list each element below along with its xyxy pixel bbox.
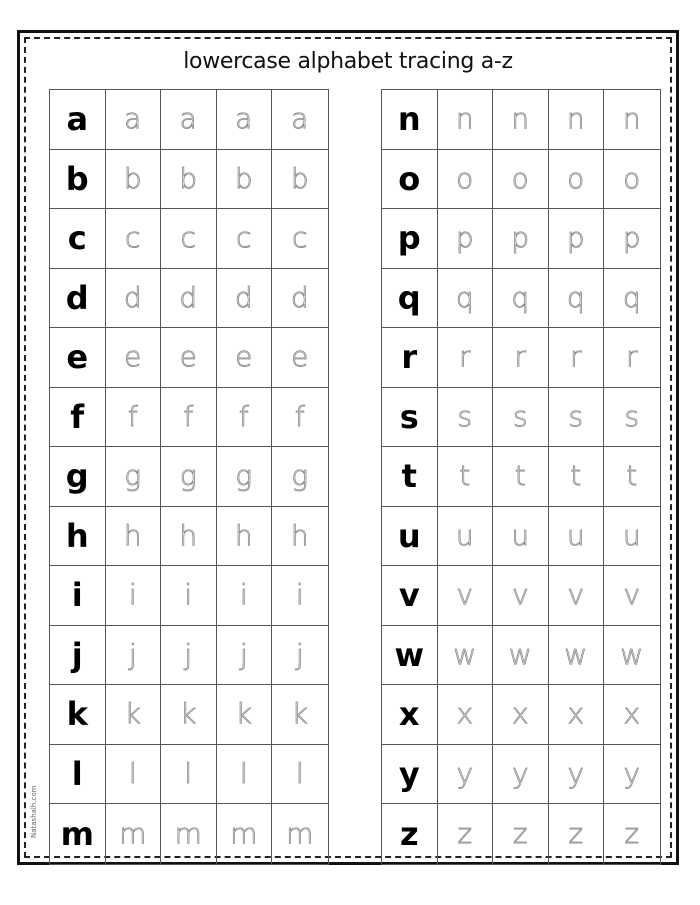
model-letter-cell — [382, 566, 438, 626]
trace-letter-cell — [217, 745, 273, 805]
model-letter-cell — [50, 804, 106, 864]
model-letter: t — [401, 457, 417, 496]
trace-letter-cell — [272, 447, 328, 507]
model-letter: r — [401, 338, 418, 377]
model-letter: w — [394, 635, 425, 674]
trace-letter-cell — [106, 507, 162, 567]
trace-letter-cell — [549, 566, 605, 626]
trace-letter-cell — [217, 447, 273, 507]
trace-letter: m — [174, 816, 202, 850]
model-letter-cell — [50, 507, 106, 567]
trace-letter: j — [295, 637, 304, 671]
trace-letter-cell — [493, 328, 549, 388]
trace-letter-cell — [604, 745, 660, 805]
model-letter-cell — [50, 269, 106, 329]
model-letter-cell — [50, 745, 106, 805]
trace-letter-cell — [217, 626, 273, 686]
trace-letter-cell — [604, 328, 660, 388]
trace-letter-cell — [217, 685, 273, 745]
trace-letter: e — [124, 340, 142, 374]
trace-letter-cell — [106, 566, 162, 626]
model-letter: z — [399, 814, 419, 853]
trace-letter: l — [184, 756, 193, 790]
trace-letter-cell — [217, 328, 273, 388]
trace-letter: w — [453, 637, 477, 671]
trace-letter-cell — [493, 388, 549, 448]
trace-letter-cell — [604, 447, 660, 507]
trace-letter: b — [123, 161, 142, 195]
trace-letter-cell — [549, 507, 605, 567]
model-letter-cell — [382, 685, 438, 745]
trace-letter-cell — [604, 507, 660, 567]
trace-letter: x — [456, 697, 474, 731]
trace-letter: t — [514, 459, 526, 493]
trace-letter: m — [286, 816, 314, 850]
trace-letter-cell — [272, 685, 328, 745]
trace-letter: p — [566, 221, 585, 255]
trace-letter-cell — [106, 804, 162, 864]
trace-letter-cell — [272, 566, 328, 626]
trace-letter-cell — [161, 745, 217, 805]
trace-letter-cell — [272, 209, 328, 269]
trace-letter-cell — [161, 150, 217, 210]
model-letter: c — [67, 219, 87, 258]
trace-letter: i — [239, 578, 248, 612]
trace-letter: t — [459, 459, 471, 493]
model-letter-cell — [382, 626, 438, 686]
trace-letter: q — [622, 280, 641, 314]
trace-letter: g — [235, 459, 253, 493]
trace-letter: i — [128, 578, 137, 612]
trace-letter: h — [234, 518, 253, 552]
trace-letter-cell — [161, 507, 217, 567]
trace-letter: e — [291, 340, 309, 374]
model-letter-cell — [382, 90, 438, 150]
trace-letter: h — [123, 518, 142, 552]
model-letter-cell — [382, 269, 438, 329]
trace-letter: i — [184, 578, 193, 612]
trace-letter-cell — [272, 90, 328, 150]
model-letter: p — [397, 219, 421, 258]
trace-letter: a — [235, 102, 253, 136]
trace-letter-cell — [438, 685, 494, 745]
trace-letter-cell — [549, 269, 605, 329]
trace-letter: s — [512, 399, 528, 433]
trace-letter-cell — [217, 269, 273, 329]
model-letter: l — [71, 754, 83, 793]
trace-letter: z — [457, 816, 473, 850]
model-letter-cell — [50, 90, 106, 150]
model-letter-cell — [50, 388, 106, 448]
trace-letter: b — [179, 161, 198, 195]
trace-letter-cell — [493, 507, 549, 567]
trace-letter-cell — [272, 269, 328, 329]
trace-letter: s — [457, 399, 473, 433]
trace-letter: z — [512, 816, 528, 850]
trace-letter: x — [511, 697, 529, 731]
trace-letter: y — [511, 756, 529, 790]
trace-letter-cell — [549, 626, 605, 686]
trace-letter: s — [568, 399, 584, 433]
trace-letter-cell — [604, 685, 660, 745]
trace-letter-cell — [161, 328, 217, 388]
trace-letter-cell — [161, 566, 217, 626]
trace-letter-cell — [438, 90, 494, 150]
trace-letter-cell — [438, 269, 494, 329]
trace-letter-cell — [272, 388, 328, 448]
trace-letter: n — [511, 102, 530, 136]
trace-letter: u — [622, 518, 641, 552]
trace-letter: e — [235, 340, 253, 374]
trace-letter: c — [236, 221, 252, 255]
model-letter: e — [66, 338, 89, 377]
trace-letter: j — [128, 637, 137, 671]
model-letter-cell — [50, 447, 106, 507]
trace-letter-cell — [106, 447, 162, 507]
trace-letter-cell — [161, 388, 217, 448]
trace-letter-cell — [604, 269, 660, 329]
trace-letter-cell — [549, 804, 605, 864]
trace-letter-cell — [604, 388, 660, 448]
trace-letter: d — [234, 280, 253, 314]
model-letter-cell — [50, 566, 106, 626]
trace-letter: a — [124, 102, 142, 136]
trace-letter: o — [511, 161, 529, 195]
trace-letter-cell — [217, 209, 273, 269]
trace-letter: g — [291, 459, 309, 493]
trace-letter: u — [455, 518, 474, 552]
trace-letter-cell — [161, 447, 217, 507]
trace-letter: q — [566, 280, 585, 314]
trace-letter: l — [295, 756, 304, 790]
trace-letter: h — [179, 518, 198, 552]
trace-letter: z — [568, 816, 584, 850]
trace-letter: p — [455, 221, 474, 255]
trace-letter-cell — [438, 507, 494, 567]
model-letter: u — [397, 516, 421, 555]
trace-letter: c — [180, 221, 196, 255]
trace-letter: c — [125, 221, 141, 255]
trace-letter: z — [624, 816, 640, 850]
trace-letter-cell — [106, 150, 162, 210]
trace-letter-cell — [106, 685, 162, 745]
trace-letter: w — [620, 637, 644, 671]
trace-letter: p — [622, 221, 641, 255]
trace-letter: f — [127, 399, 138, 433]
trace-letter: u — [566, 518, 585, 552]
worksheet — [17, 30, 679, 865]
trace-letter-cell — [493, 269, 549, 329]
model-letter: k — [66, 695, 88, 734]
trace-letter-cell — [604, 566, 660, 626]
trace-letter-cell — [161, 626, 217, 686]
model-letter: a — [66, 100, 89, 139]
trace-letter-cell — [106, 90, 162, 150]
trace-letter-cell — [493, 566, 549, 626]
trace-letter-cell — [217, 507, 273, 567]
trace-letter: m — [230, 816, 258, 850]
trace-letter-cell — [161, 269, 217, 329]
trace-letter: b — [290, 161, 309, 195]
trace-letter-cell — [438, 804, 494, 864]
trace-letter: d — [179, 280, 198, 314]
model-letter-cell — [382, 150, 438, 210]
trace-letter-cell — [106, 209, 162, 269]
trace-letter-cell — [549, 209, 605, 269]
trace-letter-cell — [438, 626, 494, 686]
trace-letter-cell — [493, 209, 549, 269]
trace-letter-cell — [272, 626, 328, 686]
trace-letter-cell — [493, 745, 549, 805]
trace-letter: v — [511, 578, 529, 612]
model-letter-cell — [382, 388, 438, 448]
trace-letter: v — [567, 578, 585, 612]
model-letter-cell — [382, 209, 438, 269]
trace-letter: l — [128, 756, 137, 790]
trace-letter: f — [183, 399, 194, 433]
model-letter-cell — [382, 507, 438, 567]
trace-letter: k — [235, 697, 252, 731]
trace-letter-cell — [106, 269, 162, 329]
model-letter: v — [398, 576, 420, 615]
trace-letter-cell — [493, 447, 549, 507]
model-letter: s — [399, 397, 419, 436]
trace-letter: w — [564, 637, 588, 671]
trace-letter-cell — [493, 804, 549, 864]
trace-letter: d — [123, 280, 142, 314]
trace-letter: q — [455, 280, 474, 314]
model-letter-cell — [382, 804, 438, 864]
trace-letter: f — [238, 399, 249, 433]
model-letter-cell — [50, 209, 106, 269]
model-letter: m — [60, 814, 94, 853]
trace-letter-cell — [493, 626, 549, 686]
trace-letter: x — [567, 697, 585, 731]
trace-letter: o — [456, 161, 474, 195]
trace-letter: n — [566, 102, 585, 136]
trace-letter: f — [294, 399, 305, 433]
trace-letter-cell — [106, 388, 162, 448]
trace-letter-cell — [106, 745, 162, 805]
trace-letter-cell — [272, 804, 328, 864]
trace-letter: q — [511, 280, 530, 314]
model-letter: b — [65, 159, 89, 198]
model-letter: q — [397, 278, 421, 317]
trace-letter: r — [625, 340, 638, 374]
model-letter-cell — [382, 447, 438, 507]
trace-letter-cell — [272, 507, 328, 567]
trace-letter-cell — [161, 90, 217, 150]
trace-letter: y — [623, 756, 641, 790]
trace-letter-cell — [549, 150, 605, 210]
trace-letter: r — [458, 340, 471, 374]
tracing-grid-a-m — [49, 89, 329, 865]
model-letter: f — [70, 397, 85, 436]
model-letter: j — [71, 635, 83, 674]
trace-letter-cell — [549, 685, 605, 745]
trace-letter: r — [569, 340, 582, 374]
trace-letter: v — [456, 578, 474, 612]
trace-letter: c — [292, 221, 308, 255]
trace-letter: y — [567, 756, 585, 790]
model-letter: i — [71, 576, 83, 615]
trace-letter-cell — [604, 150, 660, 210]
trace-letter-cell — [161, 685, 217, 745]
trace-letter-cell — [272, 328, 328, 388]
trace-letter: i — [295, 578, 304, 612]
trace-letter-cell — [161, 804, 217, 864]
model-letter: n — [397, 100, 421, 139]
model-letter: h — [65, 516, 89, 555]
trace-letter: r — [514, 340, 526, 374]
trace-letter-cell — [438, 566, 494, 626]
trace-letter: x — [623, 697, 641, 731]
trace-letter-cell — [217, 150, 273, 210]
model-letter: y — [398, 754, 420, 793]
trace-letter-cell — [438, 745, 494, 805]
trace-letter: l — [239, 756, 248, 790]
trace-letter: a — [291, 102, 309, 136]
trace-letter-cell — [604, 209, 660, 269]
trace-letter-cell — [604, 626, 660, 686]
trace-letter-cell — [604, 804, 660, 864]
trace-letter-cell — [549, 328, 605, 388]
trace-letter: o — [567, 161, 585, 195]
worksheet-title: lowercase alphabet tracing a-z — [183, 49, 513, 74]
model-letter: o — [398, 159, 421, 198]
trace-letter-cell — [549, 447, 605, 507]
trace-letter-cell — [161, 209, 217, 269]
trace-letter: h — [290, 518, 309, 552]
trace-letter: n — [455, 102, 474, 136]
trace-letter-cell — [106, 626, 162, 686]
model-letter: g — [65, 457, 89, 496]
trace-letter-cell — [493, 90, 549, 150]
trace-letter: k — [180, 697, 197, 731]
tracing-grid-n-z — [381, 89, 661, 865]
trace-letter: p — [511, 221, 530, 255]
trace-letter: n — [622, 102, 641, 136]
trace-letter: o — [623, 161, 641, 195]
model-letter: x — [398, 695, 420, 734]
model-letter-cell — [50, 626, 106, 686]
trace-letter-cell — [549, 745, 605, 805]
trace-letter-cell — [438, 328, 494, 388]
dashed-border — [24, 37, 672, 858]
trace-letter-cell — [493, 685, 549, 745]
trace-letter-cell — [438, 150, 494, 210]
trace-letter-cell — [549, 388, 605, 448]
trace-letter: d — [290, 280, 309, 314]
trace-letter-cell — [217, 566, 273, 626]
model-letter-cell — [382, 328, 438, 388]
trace-letter: g — [124, 459, 142, 493]
trace-letter: e — [179, 340, 197, 374]
credit-text: Natashalh.com — [30, 785, 38, 838]
trace-letter-cell — [272, 150, 328, 210]
trace-letter: s — [624, 399, 640, 433]
trace-letter: k — [291, 697, 308, 731]
trace-letter-cell — [217, 90, 273, 150]
trace-letter-cell — [438, 388, 494, 448]
trace-letter: j — [184, 637, 193, 671]
trace-letter-cell — [493, 150, 549, 210]
model-letter-cell — [50, 328, 106, 388]
trace-letter-cell — [217, 804, 273, 864]
trace-letter: k — [124, 697, 141, 731]
model-letter-cell — [382, 745, 438, 805]
trace-letter-cell — [604, 90, 660, 150]
trace-letter: j — [239, 637, 248, 671]
model-letter-cell — [50, 150, 106, 210]
trace-letter: t — [626, 459, 638, 493]
model-letter-cell — [50, 685, 106, 745]
trace-letter-cell — [438, 209, 494, 269]
trace-letter: m — [119, 816, 147, 850]
trace-letter: t — [570, 459, 582, 493]
trace-letter: w — [508, 637, 532, 671]
trace-letter: u — [511, 518, 530, 552]
trace-letter-cell — [217, 388, 273, 448]
trace-letter-cell — [549, 90, 605, 150]
trace-letter: y — [456, 756, 474, 790]
trace-letter: g — [179, 459, 197, 493]
trace-letter: a — [179, 102, 197, 136]
trace-letter-cell — [106, 328, 162, 388]
trace-letter-cell — [272, 745, 328, 805]
trace-letter: v — [623, 578, 641, 612]
trace-letter: b — [234, 161, 253, 195]
trace-letter-cell — [438, 447, 494, 507]
model-letter: d — [65, 278, 89, 317]
